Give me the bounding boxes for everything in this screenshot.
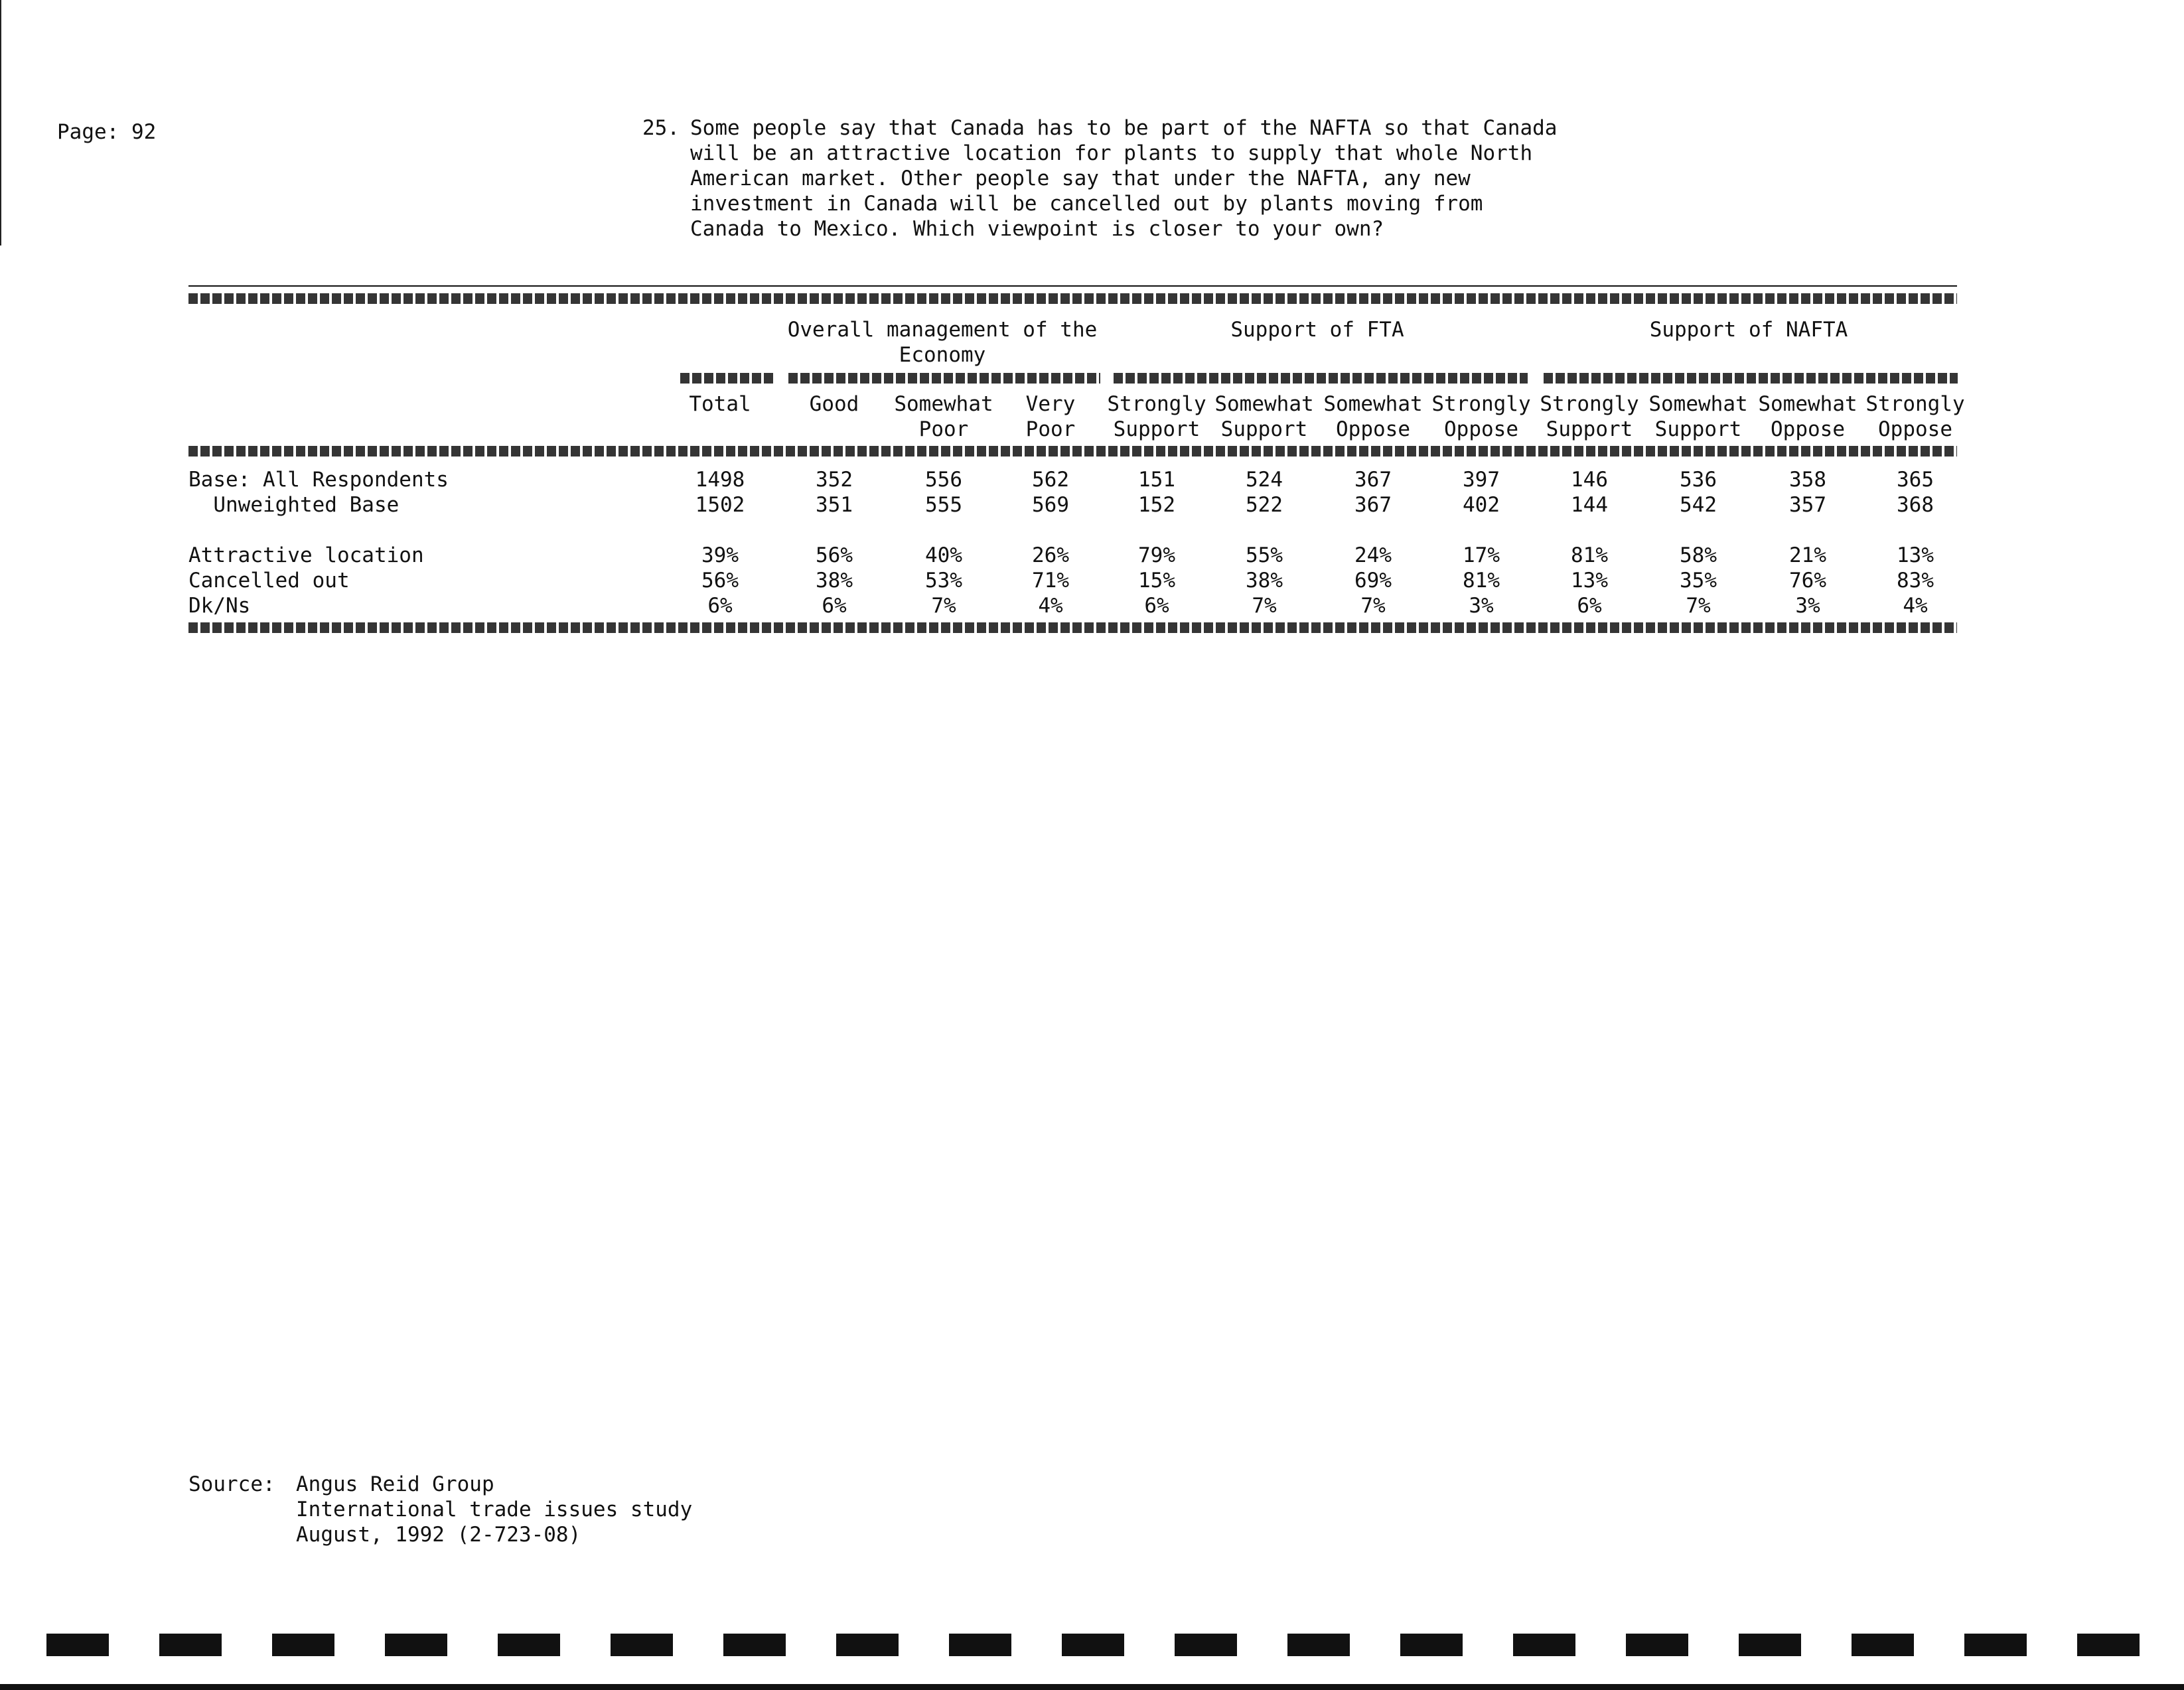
source-line: International trade issues study: [296, 1498, 693, 1521]
question-line: Canada to Mexico. Which viewpoint is closer to your own?: [690, 217, 1384, 241]
table-cell: 26%: [1032, 543, 1069, 567]
table-cell: 39%: [701, 543, 739, 567]
group-rule-nafta: [1544, 373, 1958, 384]
group-header-economy: Overall management of the Economy: [787, 318, 1098, 367]
table-cell: 397: [1463, 468, 1500, 492]
question-line: American market. Other people say that under the NAFTA, any new: [690, 167, 1471, 190]
row-label: Attractive location: [188, 543, 424, 567]
footer-bar: [1175, 1634, 1237, 1656]
row-label: Dk/Ns: [188, 594, 251, 618]
column-header-bottom: Support: [1220, 417, 1308, 441]
table-cell: 7%: [1360, 594, 1386, 618]
table-cell: 542: [1680, 493, 1717, 517]
footer-bar: [159, 1634, 222, 1656]
table-cell: 352: [816, 468, 853, 492]
footer-bar: [385, 1634, 447, 1656]
table-cell: 69%: [1354, 569, 1392, 593]
bottom-border: [0, 1684, 2184, 1690]
table-cell: 358: [1789, 468, 1826, 492]
footer-bar: [1852, 1634, 1914, 1656]
column-header-top: Somewhat: [894, 392, 993, 416]
table-cell: 83%: [1897, 569, 1934, 593]
table-cell: 351: [816, 493, 853, 517]
question-line: Some people say that Canada has to be part of the NAFTA so that Canada: [690, 116, 1558, 140]
group-rule-economy: [788, 373, 1100, 384]
footer-bar: [1739, 1634, 1801, 1656]
footer-bar: [949, 1634, 1011, 1656]
table-cell: 35%: [1680, 569, 1717, 593]
source-block: [188, 1472, 693, 1598]
table-cell: 13%: [1571, 569, 1608, 593]
column-header-bottom: Poor: [918, 417, 969, 441]
table-cell: 17%: [1463, 543, 1500, 567]
footer-bar: [272, 1634, 334, 1656]
table-cell: 1502: [695, 493, 745, 517]
question-line: investment in Canada will be cancelled out by plants moving from: [690, 192, 1483, 216]
column-header-bottom: Support: [1546, 417, 1633, 441]
table-cell: 524: [1246, 468, 1283, 492]
table-cell: 6%: [822, 594, 847, 618]
source-label: Source:: [188, 1472, 275, 1496]
row-label: Base: All Respondents: [188, 468, 449, 492]
table-cell: 556: [925, 468, 962, 492]
question-line: will be an attractive location for plants to supply that whole North: [690, 141, 1533, 165]
table-cell: 151: [1138, 468, 1175, 492]
table-cell: 7%: [931, 594, 956, 618]
table-cell: 7%: [1686, 594, 1711, 618]
table-dash-rule-header: [188, 446, 1957, 457]
table-cell: 4%: [1903, 594, 1928, 618]
table-cell: 522: [1246, 493, 1283, 517]
table-cell: 569: [1032, 493, 1069, 517]
column-header-bottom: Poor: [1025, 417, 1076, 441]
question-number: 25.: [642, 116, 680, 140]
group-header-nafta: Support of NAFTA: [1649, 318, 1848, 342]
table-cell: 146: [1571, 468, 1608, 492]
question-block: [642, 115, 1558, 292]
footer-bar: [1062, 1634, 1124, 1656]
footer-bar: [723, 1634, 786, 1656]
footer-bar: [1287, 1634, 1350, 1656]
table-cell: 81%: [1463, 569, 1500, 593]
column-header-bottom: Oppose: [1444, 417, 1518, 441]
table-cell: 55%: [1246, 543, 1283, 567]
column-header-top: Very: [1025, 392, 1076, 416]
table-cell: 365: [1897, 468, 1934, 492]
source-line: August, 1992 (2-723-08): [296, 1523, 581, 1547]
table-cell: 562: [1032, 468, 1069, 492]
footer-bar: [46, 1634, 109, 1656]
table-cell: 3%: [1469, 594, 1494, 618]
table-cell: 56%: [816, 543, 853, 567]
table-cell: 58%: [1680, 543, 1717, 567]
footer-bar: [1964, 1634, 2027, 1656]
column-header-top: Strongly: [1431, 392, 1531, 416]
group-rule-total: [680, 373, 776, 384]
table-cell: 357: [1789, 493, 1826, 517]
source-line: Angus Reid Group: [296, 1472, 494, 1496]
table-dash-rule-bottom: [188, 622, 1957, 633]
table-cell: 6%: [707, 594, 733, 618]
table-cell: 152: [1138, 493, 1175, 517]
column-header-top: Somewhat: [1648, 392, 1748, 416]
table-cell: 38%: [1246, 569, 1283, 593]
table-cell: 4%: [1038, 594, 1063, 618]
page-number: Page: 92: [57, 120, 157, 144]
table-cell: 79%: [1138, 543, 1175, 567]
footer-bar: [2077, 1634, 2140, 1656]
table-cell: 76%: [1789, 569, 1826, 593]
column-header-top: Total: [689, 392, 751, 416]
table-cell: 536: [1680, 468, 1717, 492]
column-header-top: Good: [809, 392, 859, 416]
table-cell: 15%: [1138, 569, 1175, 593]
footer-bar: [1513, 1634, 1575, 1656]
table-cell: 38%: [816, 569, 853, 593]
table-cell: 555: [925, 493, 962, 517]
column-header-bottom: Oppose: [1771, 417, 1845, 441]
table-cell: 6%: [1577, 594, 1602, 618]
footer-bar: [498, 1634, 560, 1656]
footer-bar: [611, 1634, 673, 1656]
left-margin-rule: [0, 0, 1, 246]
column-header-top: Somewhat: [1323, 392, 1423, 416]
table-cell: 56%: [701, 569, 739, 593]
table-top-rule: [188, 285, 1957, 287]
table-cell: 367: [1354, 493, 1392, 517]
table-cell: 40%: [925, 543, 962, 567]
row-label: Unweighted Base: [188, 493, 400, 517]
table-cell: 13%: [1897, 543, 1934, 567]
table-cell: 24%: [1354, 543, 1392, 567]
table-cell: 368: [1897, 493, 1934, 517]
table-cell: 1498: [695, 468, 745, 492]
table-cell: 81%: [1571, 543, 1608, 567]
column-header-top: Somewhat: [1214, 392, 1314, 416]
row-label: Cancelled out: [188, 569, 350, 593]
column-header-bottom: Support: [1654, 417, 1742, 441]
column-header-top: Strongly: [1107, 392, 1206, 416]
table-cell: 402: [1463, 493, 1500, 517]
column-header-top: Strongly: [1540, 392, 1639, 416]
column-header-bottom: Oppose: [1878, 417, 1952, 441]
column-header-bottom: Support: [1113, 417, 1201, 441]
table-cell: 6%: [1144, 594, 1169, 618]
column-header-top: Somewhat: [1758, 392, 1857, 416]
footer-bar: [836, 1634, 899, 1656]
table-cell: 3%: [1795, 594, 1820, 618]
footer-bar: [1626, 1634, 1688, 1656]
table-cell: 144: [1571, 493, 1608, 517]
table-cell: 7%: [1252, 594, 1277, 618]
table-cell: 53%: [925, 569, 962, 593]
table-cell: 367: [1354, 468, 1392, 492]
table-cell: 71%: [1032, 569, 1069, 593]
table-dash-rule-top: [188, 293, 1957, 304]
group-header-fta: Support of FTA: [1230, 318, 1404, 342]
group-rule-fta: [1114, 373, 1528, 384]
table-cell: 21%: [1789, 543, 1826, 567]
column-header-top: Strongly: [1865, 392, 1965, 416]
footer-bar: [1400, 1634, 1463, 1656]
column-header-bottom: Oppose: [1336, 417, 1410, 441]
